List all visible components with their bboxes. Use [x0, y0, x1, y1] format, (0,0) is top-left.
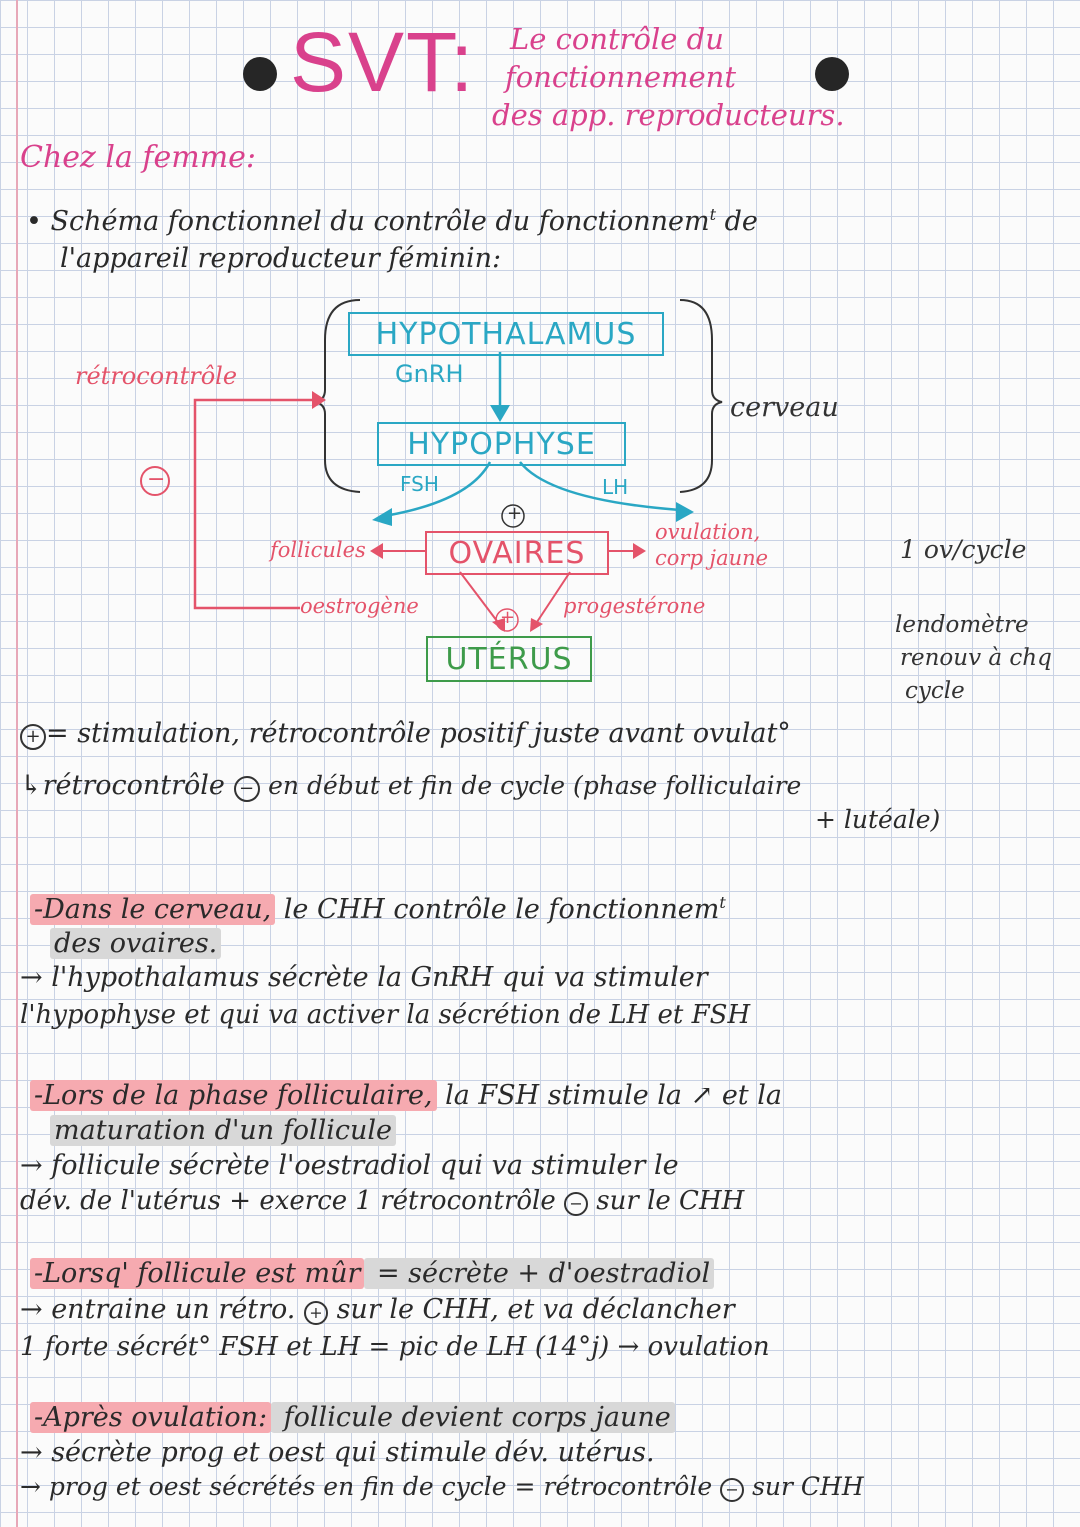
paragraph-2-line-4	[20, 1186, 744, 1216]
paragraph-2-line-2-text: maturation d'un follicule	[50, 1115, 396, 1146]
minus-definition-line	[20, 770, 801, 802]
minus-definition-line-2: + lutéale)	[815, 805, 941, 834]
side-note-endometre-2: renouv à chq	[900, 645, 1052, 671]
progesterone-label: progestérone	[563, 594, 706, 618]
paragraph-3-line-2-a: → entraine un rétro.	[20, 1294, 296, 1325]
paragraph-4-rest: follicule devient corps jaune	[271, 1402, 675, 1433]
paragraph-3-highlight: -Lorsq' follicule est mûr	[30, 1258, 364, 1289]
paragraph-2-line-1	[30, 1080, 782, 1111]
paragraph-1-line-2	[50, 928, 221, 959]
side-note-endometre-3: cycle	[905, 678, 965, 704]
paragraph-2-line-3: → follicule sécrète l'oestradiol qui va stimuler le	[20, 1150, 679, 1181]
lh-label: LH	[602, 475, 629, 499]
intro-line-2: l'appareil reproducteur féminin:	[60, 243, 502, 274]
plus-definition-text: = stimulation, rétrocontrôle positif juste avant ovulat°	[46, 718, 791, 749]
paragraph-2-highlight: -Lors de la phase folliculaire,	[30, 1080, 437, 1111]
paragraph-2-line-4-b: sur le CHH	[596, 1186, 745, 1216]
hypothalamus-box: HYPOTHALAMUS	[348, 312, 664, 356]
plus-sign-top: +	[507, 503, 523, 524]
section-heading: Chez la femme:	[20, 140, 257, 175]
follicules-label: follicules	[270, 538, 366, 562]
plus-circle-icon: +	[20, 724, 46, 750]
paragraph-4-highlight: -Après ovulation:	[30, 1402, 271, 1433]
subject-title: SVT:	[290, 15, 476, 109]
minus-sign: −	[147, 467, 166, 492]
ovulation-label: ovulation,	[655, 520, 761, 544]
ovaires-box: OVAIRES	[425, 531, 609, 575]
minus-definition-prefix: ↳rétrocontrôle	[20, 770, 225, 801]
paragraph-1-highlight: -Dans le cerveau,	[30, 894, 275, 925]
paragraph-1-sup: t	[719, 893, 726, 912]
paragraph-1-line-1	[30, 893, 726, 925]
paragraph-1-rest: le CHH contrôle le fonctionnem	[275, 894, 720, 925]
paragraph-1-line-4: l'hypophyse et qui va activer la sécrétion de LH et FSH	[20, 1000, 751, 1030]
paragraph-2-line-4-a: dév. de l'utérus + exerce 1 rétrocontrôle	[20, 1186, 556, 1216]
paragraph-3-line-2-b: sur le CHH, et va déclancher	[336, 1294, 735, 1325]
paragraph-4-line-1	[30, 1402, 675, 1433]
paragraph-1-line-3: → l'hypothalamus sécrète la GnRH qui va stimuler	[20, 962, 708, 993]
cerveau-label: cerveau	[730, 392, 839, 423]
minus-definition-text: en début et fin de cycle (phase folliculaire	[268, 771, 802, 800]
paragraph-4-line-3	[20, 1472, 864, 1502]
paragraph-3-line-1	[30, 1258, 714, 1289]
side-note-ovule: 1 ov/cycle	[900, 535, 1027, 564]
intro-line-1-end: de	[716, 206, 758, 237]
paragraph-4-line-3-a: → prog et oest sécrétés en fin de cycle = rétrocontrôle	[20, 1472, 713, 1501]
paragraph-3-line-2	[20, 1294, 735, 1325]
plus-definition-line	[20, 718, 791, 750]
minus-circle-icon-3: −	[720, 1478, 744, 1502]
oestrogene-label: oestrogène	[300, 594, 419, 618]
minus-circle-icon-2: −	[564, 1192, 588, 1216]
title-line-2: fonctionnement	[505, 60, 737, 94]
minus-circle-icon: −	[234, 776, 260, 802]
paragraph-2-rest: la FSH stimule la ↗ et la	[436, 1080, 782, 1111]
side-note-endometre-1: lendomètre	[895, 612, 1029, 638]
paragraph-3-rest: = sécrète + d'oestradiol	[364, 1258, 714, 1289]
intro-line-1-text: • Schéma fonctionnel du contrôle du fonctionnem	[26, 206, 710, 237]
paragraph-1-line-2-text: des ovaires.	[50, 928, 221, 959]
paragraph-2-line-2	[50, 1115, 396, 1146]
gnrh-label: GnRH	[395, 360, 464, 388]
uterus-box: UTÉRUS	[426, 636, 592, 682]
fsh-label: FSH	[400, 472, 439, 496]
title-line-3: des app. reproducteurs.	[492, 98, 845, 132]
corps-jaune-label: corp jaune	[655, 546, 769, 570]
paragraph-4-line-3-b: sur CHH	[752, 1472, 864, 1501]
hypophyse-box: HYPOPHYSE	[377, 422, 626, 466]
paragraph-3-line-3: 1 forte sécrét° FSH et LH = pic de LH (14°j) → ovulation	[20, 1332, 770, 1362]
plus-circle-icon-2: +	[304, 1301, 328, 1325]
title-line-1: Le contrôle du	[510, 22, 724, 56]
intro-line-1-sup: t	[709, 205, 717, 224]
plus-sign-bottom: +	[500, 607, 516, 628]
paragraph-4-line-2: → sécrète prog et oest qui stimule dév. utérus.	[20, 1437, 655, 1468]
retrocontrole-label: rétrocontrôle	[75, 362, 238, 390]
